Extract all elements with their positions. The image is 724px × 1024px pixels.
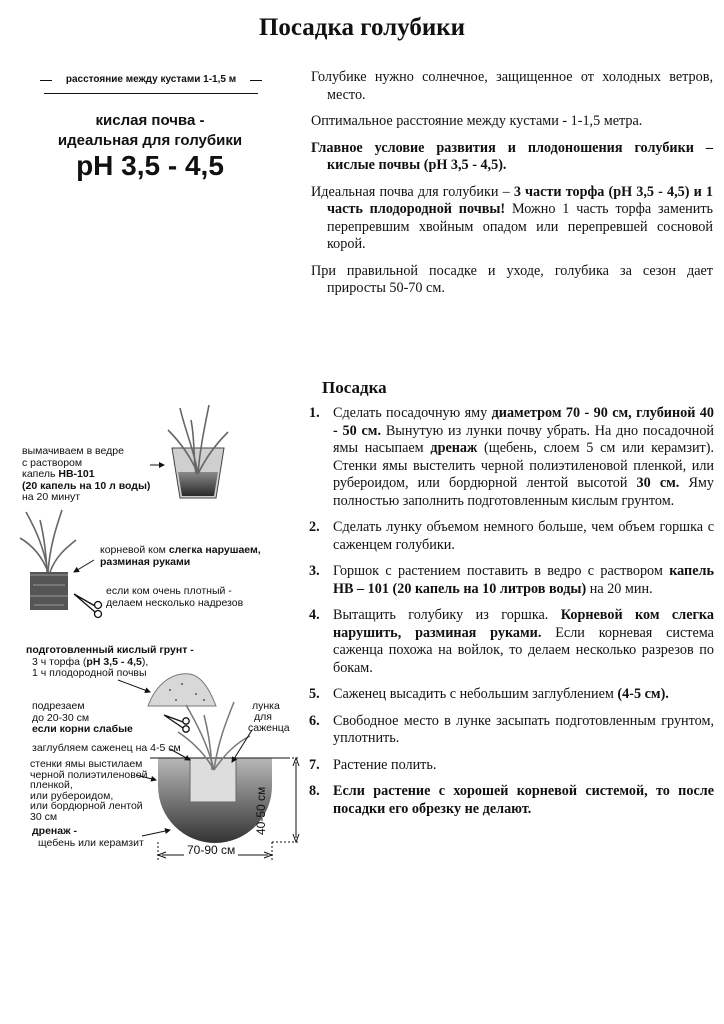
text: если ком очень плотный - xyxy=(106,585,232,597)
text: стенки ямы выстилаем xyxy=(30,758,143,770)
hole-label xyxy=(248,701,290,734)
text: (20 капель на 10 л воды) xyxy=(22,479,151,492)
text: вымачиваем в ведре xyxy=(22,445,124,457)
text: (щебень, слоем 5 см или керамзит). Стенки ямы выстелить черной полиэтиленовой пленкой, или рубероидом, или бордюрной лентой высотой xyxy=(333,440,715,491)
step-number: 3. xyxy=(309,563,320,579)
text: Можно 1 часть торфа заменить перепревшим хвойным опадом или перепревшей сосновой корой. xyxy=(327,201,713,252)
text: дренаж xyxy=(430,440,478,456)
arrow-icon xyxy=(118,680,150,692)
pit-width-label: 70-90 см xyxy=(184,845,238,857)
pit-depth-label: 40-50 см xyxy=(254,786,268,835)
text: 3 части торфа (pH 3,5 - 4,5) и 1 часть плодородной почвы! xyxy=(327,183,713,217)
text: Вытащить голубику из горшка. xyxy=(333,607,561,623)
text: Растение полить. xyxy=(333,756,437,773)
text: НВ-101 xyxy=(58,468,95,480)
text: если корни слабые xyxy=(32,723,133,735)
text: с раствором xyxy=(22,456,83,469)
text: корневой ком xyxy=(100,544,169,556)
acid-soil-line1: кислая почва - xyxy=(95,112,205,129)
drainage-label xyxy=(32,826,144,849)
cut-label xyxy=(106,586,243,609)
text: Вынутую из лунки почву убрать. На дно посадочной ямы насыпаем xyxy=(333,422,715,456)
text: Идеальная почва для голубики – xyxy=(311,183,514,200)
text: разминая руками xyxy=(100,555,191,568)
text: Горшок с растением поставить в ведро с раствором xyxy=(333,563,670,579)
text: на 20 мин. xyxy=(586,580,653,597)
bucket-icon xyxy=(168,405,228,498)
intro-paragraph: Голубике нужно солнечное, защищенное от холодных ветров, место. xyxy=(311,69,713,103)
text: делаем несколько надрезов xyxy=(106,596,244,609)
step-number: 2. xyxy=(309,519,320,535)
text: капель xyxy=(22,468,59,480)
text: слегка нарушаем, xyxy=(168,544,261,556)
soak-label xyxy=(22,446,150,504)
text: 3 ч торфа ( xyxy=(32,655,87,668)
arrow-icon xyxy=(74,560,94,572)
text: ), xyxy=(141,655,149,668)
text: (4-5 см). xyxy=(617,686,669,702)
text xyxy=(22,469,150,481)
text: Если корневая система саженца похожа на войлок, то делаем несколько разрезов по бокам. xyxy=(333,624,714,676)
ph-range: pH 3,5 - 4,5 xyxy=(76,150,224,181)
text: подрезаем xyxy=(32,700,85,712)
text: пленкой, xyxy=(30,779,73,791)
arrow-icon xyxy=(142,830,170,836)
text: диаметром 70 - 90 см, глубиной 40 - 50 см. xyxy=(333,405,714,439)
text: или бордюрной лентой xyxy=(30,800,143,812)
depth-plant-label: заглубляем саженец на 4-5 см xyxy=(32,742,181,754)
step-number: 4. xyxy=(309,607,320,623)
text: 30 см. xyxy=(636,475,680,491)
step-number: 5. xyxy=(309,686,320,702)
text: Сделать лунку объемом немного больше, чем объем горшка с саженцем голубики. xyxy=(333,519,714,553)
text: pH 3,5 - 4,5 xyxy=(86,655,142,668)
root-ball-label xyxy=(100,545,261,568)
acid-soil-line2: идеальная для голубики xyxy=(57,132,243,149)
text: Свободное место в лунке засыпать подготовленным грунтом, уплотнить. xyxy=(333,712,714,746)
scissors-icon xyxy=(164,715,189,732)
soil-label xyxy=(26,645,194,680)
text: Яму полностью заполнить подготовленным кислым грунтом. xyxy=(333,475,714,509)
pit-walls-label xyxy=(30,759,147,822)
text: или рубероидом, xyxy=(30,789,114,802)
text: 30 см xyxy=(30,810,58,823)
trim-label xyxy=(32,701,133,736)
text: 1 ч плодородной почвы xyxy=(32,667,147,679)
step-number: 7. xyxy=(309,756,320,773)
text: саженца xyxy=(248,722,290,734)
text: Корневой ком слегка нарушить, разминая руками. xyxy=(333,607,714,641)
step-number: 8. xyxy=(309,783,320,799)
step-number: 1. xyxy=(309,405,320,421)
intro-paragraph: Оптимальное расстояние между кустами - 1-1,5 метра. xyxy=(311,113,643,129)
text: лунка xyxy=(252,700,280,712)
scissors-icon xyxy=(74,594,102,618)
text: до 20-30 см xyxy=(32,711,90,724)
planting-heading: Посадка xyxy=(322,378,387,397)
text: подготовленный кислый грунт - xyxy=(26,644,194,656)
text: Если растение с хорошей корневой системой, то после посадки его обрезку не делают. xyxy=(333,783,714,817)
text: Сделать посадочную яму xyxy=(333,405,492,421)
intro-paragraph: При правильной посадке и уходе, голубика за сезон дает приросты 50-70 см. xyxy=(311,262,713,296)
intro-paragraph: Главное условие развития и плодоношения голубики – кислые почвы (pH 3,5 - 4,5). xyxy=(311,139,713,173)
text: капель НВ – 101 (20 капель на 10 литров воды) xyxy=(333,563,714,597)
step-number: 6. xyxy=(309,712,320,729)
text: черной полиэтиленовой xyxy=(30,768,148,781)
text: дренаж - xyxy=(32,825,77,837)
distance-label: расстояние между кустами 1-1,5 м xyxy=(65,74,237,85)
text: на 20 минут xyxy=(22,491,81,503)
page-title: Посадка голубики xyxy=(258,14,466,41)
text: щебень или керамзит xyxy=(38,836,144,849)
text: Саженец высадить с небольшим заглублением xyxy=(333,686,618,702)
text: для xyxy=(254,711,272,723)
root-ball-icon xyxy=(20,510,76,610)
text xyxy=(100,545,261,557)
